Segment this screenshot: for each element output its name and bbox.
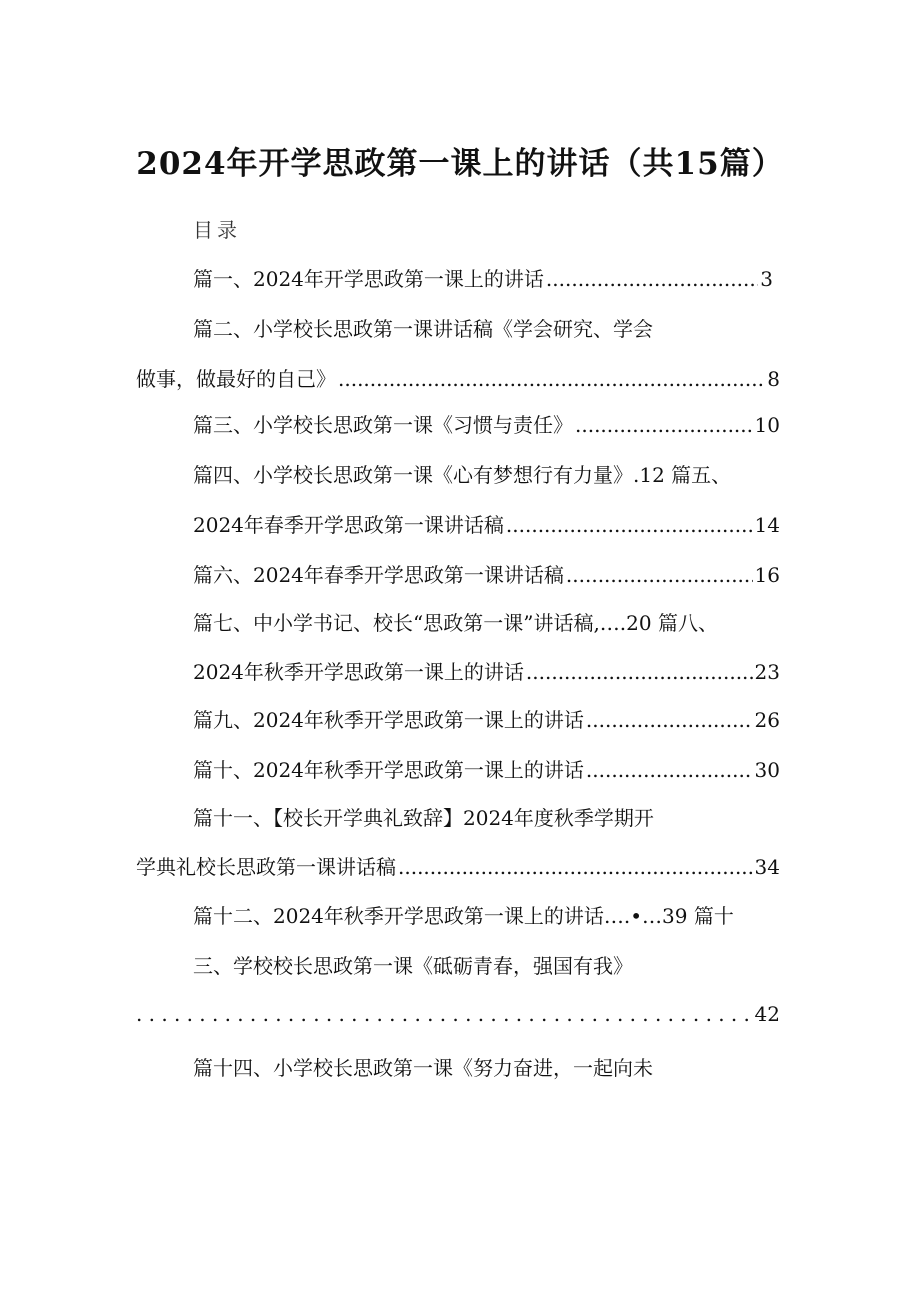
- toc-entry-11-line2[interactable]: [136, 852, 780, 882]
- toc-entry-8-line2[interactable]: [193, 657, 780, 687]
- toc-entry-text: 篇九、2024年秋季开学思政第一课上的讲话: [193, 708, 584, 732]
- toc-entry-text: 篇十、2024年秋季开学思政第一课上的讲话: [193, 758, 584, 782]
- leader-dots: [506, 510, 753, 540]
- toc-page-number: 26: [754, 708, 780, 732]
- toc-entry-text: 2024年春季开学思政第一课讲话稿: [193, 513, 504, 537]
- leader-dots: [136, 999, 755, 1029]
- toc-entry-text: 做事，做最好的自己》: [136, 367, 336, 391]
- toc-entry-7-line1[interactable]: 篇七、中小学书记、校长“思政第一课”讲话稿,….20 篇八、: [193, 611, 718, 635]
- toc-entry-text: 篇六、2024年春季开学思政第一课讲话稿: [193, 563, 564, 587]
- toc-entry-2-line2[interactable]: [136, 364, 780, 394]
- leader-dots: [526, 657, 753, 687]
- toc-page-number: 23: [754, 660, 780, 684]
- toc-entry-text: 学典礼校长思政第一课讲话稿: [136, 855, 396, 879]
- leader-dots: [586, 755, 753, 785]
- toc-entry-text: 2024年秋季开学思政第一课上的讲话: [193, 660, 524, 684]
- toc-entry-5-line2[interactable]: [193, 510, 780, 540]
- toc-entry-9[interactable]: [193, 705, 780, 735]
- leader-dots: [398, 852, 753, 882]
- toc-entry-11-line1[interactable]: 篇十一、【校长开学典礼致辞】2024年度秋季学期开: [193, 806, 654, 830]
- toc-page-number: 3: [760, 267, 773, 291]
- toc-entry-1[interactable]: [193, 264, 773, 294]
- toc-page-number: 34: [754, 855, 780, 879]
- leader-dots: [338, 364, 765, 394]
- toc-entry-14-line1[interactable]: 篇十四、小学校长思政第一课《努力奋进，一起向未: [193, 1056, 653, 1080]
- toc-entry-13-line2[interactable]: 三、学校校长思政第一课《砥砺青春，强国有我》: [193, 954, 633, 978]
- toc-entry-text: 篇三、小学校长思政第一课《习惯与责任》: [193, 413, 573, 437]
- leader-dots: [546, 264, 758, 294]
- toc-entry-text: 篇一、2024年开学思政第一课上的讲话: [193, 267, 544, 291]
- toc-entry-12-line1[interactable]: 篇十二、2024年秋季开学思政第一课上的讲话….•…39 篇十: [193, 904, 734, 928]
- toc-page-number: 14: [754, 513, 780, 537]
- toc-page-number: 8: [767, 367, 780, 391]
- toc-page-number: 16: [754, 563, 780, 587]
- toc-entry-13-line3[interactable]: [136, 999, 780, 1029]
- toc-page-number: 42: [754, 1002, 780, 1026]
- leader-dots: [575, 410, 753, 440]
- leader-dots: [586, 705, 753, 735]
- toc-entry-10[interactable]: [193, 755, 780, 785]
- toc-entry-2-line1[interactable]: 篇二、小学校长思政第一课讲话稿《学会研究、学会: [193, 317, 653, 341]
- toc-page-number: 30: [754, 758, 780, 782]
- toc-entry-6[interactable]: [193, 560, 780, 590]
- document-title: 2024年开学思政第一课上的讲话（共15篇）: [136, 146, 784, 182]
- toc-page-number: 10: [754, 413, 780, 437]
- toc-heading: 目录: [193, 218, 241, 242]
- toc-entry-4-line1[interactable]: 篇四、小学校长思政第一课《心有梦想行有力量》.12 篇五、: [193, 463, 732, 487]
- toc-entry-3[interactable]: [193, 410, 780, 440]
- leader-dots: [566, 560, 753, 590]
